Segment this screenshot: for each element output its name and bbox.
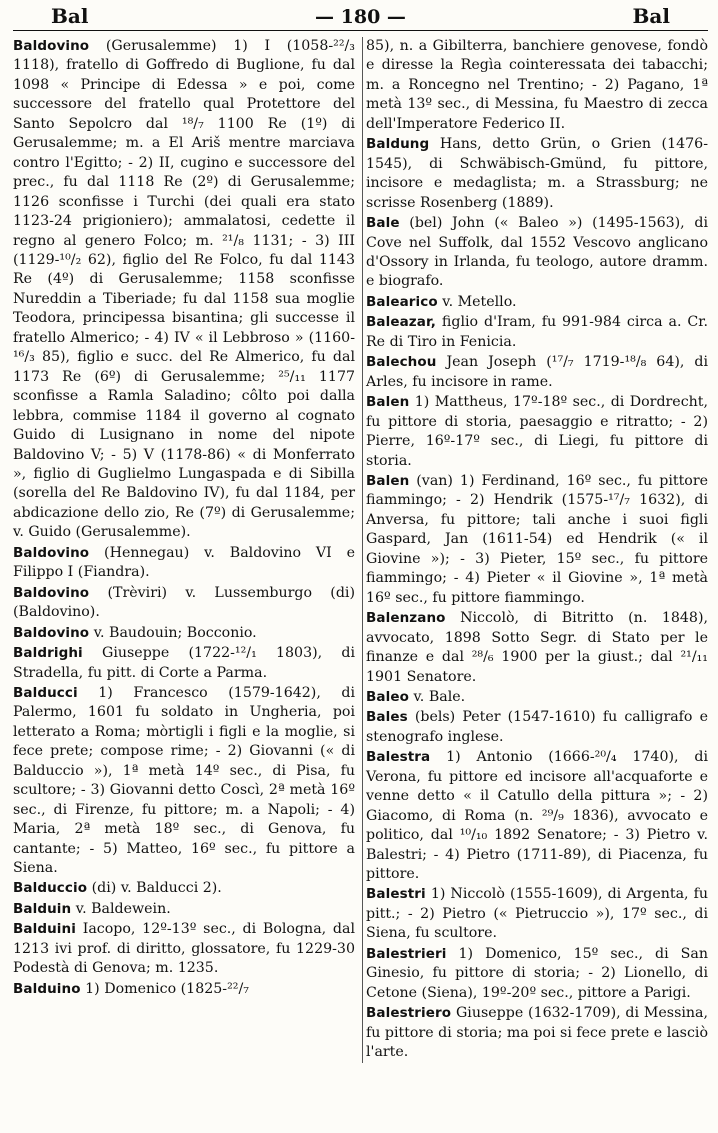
dictionary-entry [13,584,355,623]
dictionary-entry [13,644,355,683]
dictionary-entry [366,214,708,292]
column-divider [362,37,363,1063]
entry-text: 1) Niccolò (1555-1609), di Argenta, fu pitt.; - 2) Pietro (« Pietruccio »), 17º sec., di Siena, fu scultore. [366,886,708,942]
entry-text: v. Baudouin; Bocconio. [89,624,257,641]
entry-text: (van) 1) Ferdinand, 16º sec., fu pittore fiammingo; - 2) Hendrik (1575-¹⁷/₇ 1632), di Anversa, fu pittore; tali anche i suoi figli Gaspard, Jan (1611-54) ed Hendrik (« il Giovine »); - 3) Pieter, 15º sec., fu pittore fiammingo; - 4) Pieter « il Giovine », 1ª metà 16º sec., fu pittore fiammingo. [366,472,708,606]
page-number: — 180 — [315,6,406,28]
entry-headword: Baldovino [13,38,90,54]
dictionary-entry [366,688,708,707]
entry-headword: Balestra [366,749,431,766]
entry-headword: Baldovino [13,584,90,601]
left-column [13,37,355,1063]
entry-text: (bels) Peter (1547-1610) fu calligrafo e stenografo inglese. [366,709,708,745]
entry-text: (di) v. Balducci 2). [87,880,222,897]
entry-text: Hans, detto Grün, o Grien (1476-1545), di Schwäbisch-Gmünd, fu pittore, incisore e medaglista; m. a Strassburg; ne scrisse Rosenberg (1889). [366,136,708,211]
dictionary-entry [366,135,708,213]
entry-text: 1) Francesco (1579-1642), di Palermo, 1601 fu soldato in Ungheria, poi letterato a Roma; mòrtigli i figli e la moglie, si fece prete; compose rime; - 2) Giovanni (« di Balduccio »), 1ª metà 14º sec., di Pisa, fu scultore; - 3) Giovanni detto Coscì, 2ª metà 16º sec., di Firenze, fu pittore; m. a Napoli; - 4) Maria, 2ª metà 18º sec., di Genova, fu cantante; - 5) Matteo, 16º sec., fu pittore a Siena. [13,684,355,877]
header-left-guide: Bal [51,4,89,28]
entry-text: 85), n. a Gibilterra, banchiere genovese, fondò e diresse la Regìa cointeressata dei tabacchi; m. a Roncegno nel Trentino; - 2) Pagano, 1ª metà 13º sec., di Messina, fu Maestro di zecca dell'Imperatore Federico II. [366,38,708,132]
entry-headword: Balearico [366,293,438,310]
entry-headword: Balducci [13,684,78,701]
dictionary-entry [366,353,708,392]
entry-headword: Balestrieri [366,945,447,962]
entry-headword: Balduccio [13,880,88,897]
entry-text: figlio d'Iram, fu 991-984 circa a. Cr. Re di Tiro in Fenicia. [366,314,708,350]
header-right-guide: Bal [632,4,670,28]
dictionary-entry [13,980,355,999]
entry-headword: Baldung [366,136,430,153]
entry-text: (bel) John (« Baleo ») (1495-1563), di Cove nel Suffolk, dal 1552 Vescovo anglicano d'Ossory in Irlanda, fu teologo, autore dramm. e biografo. [366,215,708,290]
dictionary-entry [366,37,708,134]
entry-headword: Balenzano [366,610,446,627]
dictionary-entry [366,313,708,352]
entry-text: 1) Domenico, 15º sec., di San Ginesio, fu pittore di storia; - 2) Lionello, di Cetone (Siena), 19º-20º sec., pittore a Parigi. [366,945,708,1001]
dictionary-entry [13,879,355,898]
dictionary-entry [366,609,708,687]
entry-headword: Balduino [13,980,81,997]
entry-text: (Trèviri) v. Lussemburgo (di) (Baldovino). [13,584,355,621]
dictionary-entry [366,1004,708,1062]
entry-text: v. Baldewein. [71,900,171,917]
dictionary-entry [366,748,708,884]
entry-headword: Baldovino [13,544,90,561]
dictionary-entry [366,885,708,943]
entry-headword: Bales [366,709,408,726]
entry-text: 1) Domenico (1825-²²/₇ [80,980,249,997]
entry-headword: Baleazar, [366,314,436,331]
entry-headword: Balen [366,394,410,411]
entry-text: 1) Mattheus, 17º-18º sec., di Dordrecht, fu pittore di storia, paesaggio e ritratto; - 2) Pierre, 16º-17º sec., di Liegi, fu pittore di storia. [366,394,708,469]
entry-text: Jean Joseph (¹⁷/₇ 1719-¹⁸/₈ 64), di Arles, fu incisore in rame. [366,354,708,390]
dictionary-entry [13,900,355,919]
dictionary-entry [13,624,355,643]
dictionary-entry [13,920,355,978]
entry-headword: Balestri [366,886,426,903]
dictionary-entry [366,472,708,608]
text-columns [13,37,708,1063]
header-rule [13,30,708,31]
dictionary-entry [366,708,708,747]
entry-headword: Baldovino [13,624,90,641]
entry-headword: Balen [366,472,410,489]
dictionary-entry [366,945,708,1003]
dictionary-entry [13,544,355,583]
entry-text: Iacopo, 12º-13º sec., di Bologna, dal 1213 ivi prof. di diritto, glossatore, fu 1229-30 Podestà di Genova; m. 1235. [13,921,355,977]
dictionary-entry [13,37,355,543]
entry-headword: Balechou [366,354,437,371]
entry-text: Giuseppe (1632-1709), di Messina, fu pittore di storia; ma poi si fece prete e lasciò l'arte. [366,1005,708,1061]
entry-text: (Hennegau) v. Baldovino VI e Filippo I (Fiandra). [13,544,355,581]
entry-headword: Balestriero [366,1005,452,1022]
entry-text: 1) Antonio (1666-²⁰/₄ 1740), di Verona, fu pittore ed incisore all'acquaforte e venne detto « il Catullo della pittura »; - 2) Giacomo, di Roma (n. ²⁹/₉ 1836), avvocato e politico, dal ¹⁰/₁₀ 1892 Senatore; - 3) Pietro v. Balestri; - 4) Pietro (1711-89), di Piacenza, fu pittore. [366,749,708,883]
entry-headword: Bale [366,215,400,232]
entry-headword: Baldrighi [13,645,83,662]
dictionary-entry [366,293,708,312]
dictionary-entry [366,393,708,471]
entry-text: Giuseppe (1722-¹²/₁ 1803), di Stradella, fu pitt. di Corte a Parma. [13,645,355,681]
entry-headword: Balduini [13,921,76,938]
dictionary-entry [13,684,355,879]
entry-headword: Balduin [13,900,72,917]
entry-text: (Gerusalemme) 1) I (1058-²²/₃ 1118), fratello di Goffredo di Buglione, fu dal 1098 « Principe di Edessa » e poi, come successore del fratello qual Protettore del Santo Sepolcro dal ¹⁸/₇ 1100 Re (1º) di Gerusalemme; m. a El Ariš mentre marciava contro l'Egitto; - 2) II, cugino e successore del prec., fu dal 1118 Re (2º) di Gerusalemme; 1126 sconfisse i Turchi (dei quali era stato 1123-24 prigioniero); ammalatosi, cedette il regno al genero Folco; m. ²¹/₈ 1131; - 3) III (1129-¹⁰/₂ 62), figlio del Re Folco, fu dal 1143 Re (4º) di Gerusalemme; 1158 sconfisse Nureddin a Tiberiade; fu dal 1158 sua moglie Teodora, principessa bisantina; gli successe il fratello Almerico; - 4) IV « il Lebbroso » (1160-¹⁶/₃ 85), figlio e succ. del Re Almerico, fu dal 1173 Re (6º) di Gerusalemme; ²⁵/₁₁ 1177 sconfisse a Ramla Saladino; côlto poi dalla lebbra, commise 1184 il governo al cognato Guido di Lusignano in nome del nipote Baldovino V; - 5) V (1178-86) « di Monferrato », figlio di Guglielmo Lungaspada e di Sibilla (sorella del Re Baldovino IV), fu dal 1184, per abdicazione dello zio, Re (7º) di Gerusalemme; v. Guido (Gerusalemme). [13,38,355,541]
entry-text: v. Metello. [437,293,517,310]
right-column [366,37,708,1063]
entry-text: v. Bale. [408,688,466,705]
entry-headword: Baleo [366,688,409,705]
running-head [13,4,708,30]
entry-text: Niccolò, di Bitritto (n. 1848), avvocato, 1898 Sotto Segr. di Stato per le finanze e dal ²⁸/₆ 1900 per la giust.; dal ²¹/₁₁ 1901 Senatore. [366,610,708,685]
